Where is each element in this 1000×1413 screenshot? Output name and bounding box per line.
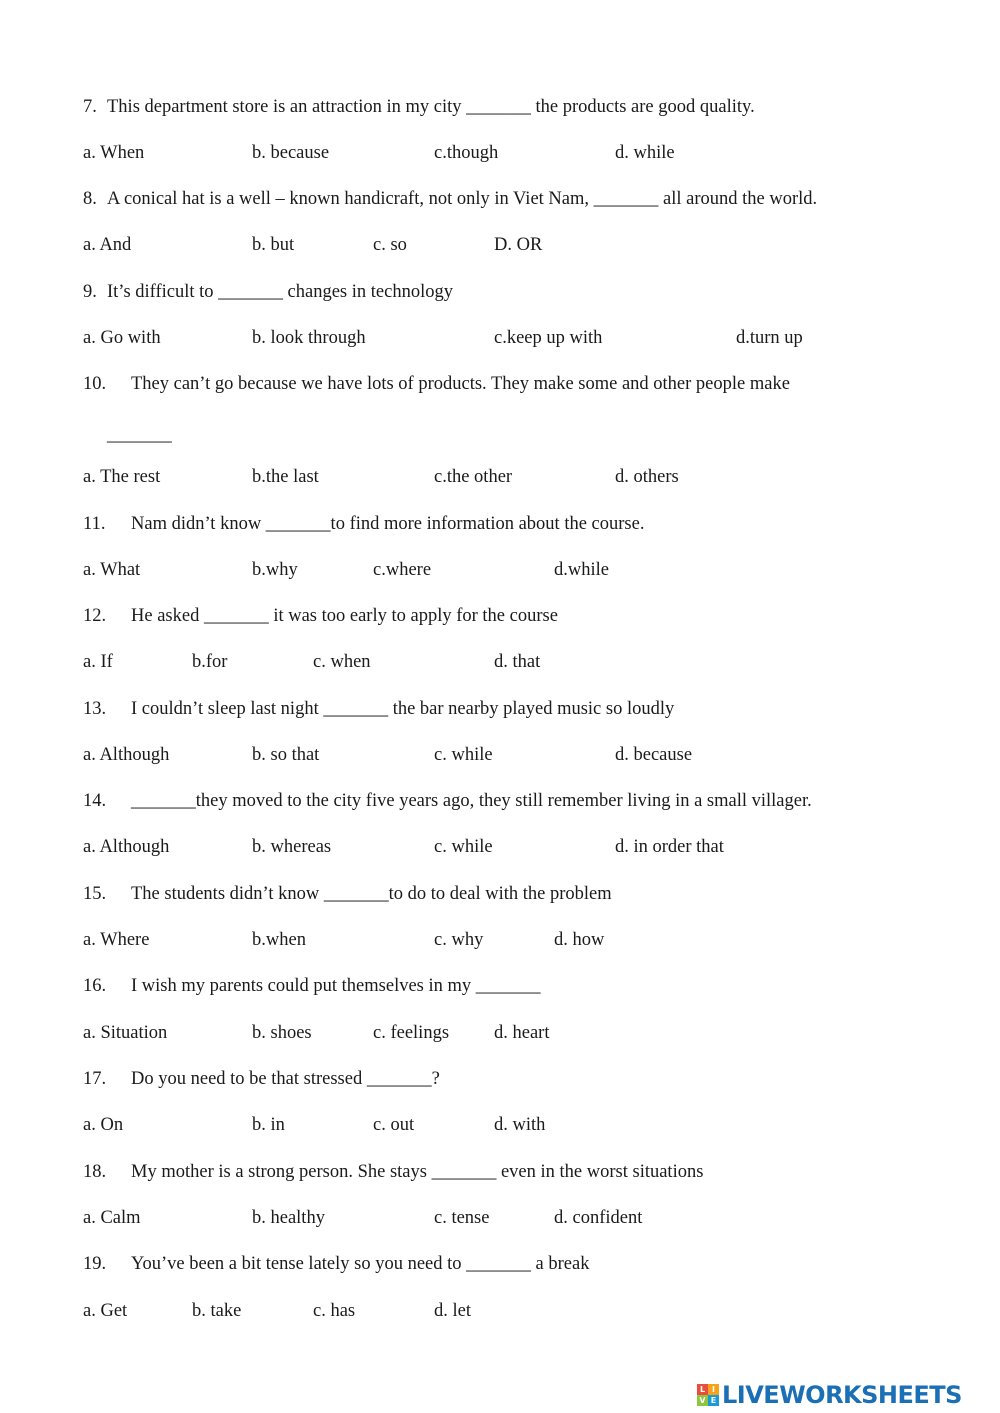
option-b[interactable]: b. because: [252, 143, 330, 163]
option-c[interactable]: c. while: [434, 745, 493, 765]
question-text: This department store is an attraction in my city _______ the products are good quality.: [107, 97, 755, 117]
option-b[interactable]: b.when: [252, 930, 306, 950]
option-d[interactable]: d. others: [615, 467, 679, 487]
option-d[interactable]: d.turn up: [736, 328, 803, 348]
option-b[interactable]: b. shoes: [252, 1023, 312, 1043]
option-d[interactable]: d. that: [494, 652, 541, 672]
option-d[interactable]: d. while: [615, 143, 675, 163]
option-c[interactable]: c. while: [434, 837, 493, 857]
option-d[interactable]: d. let: [434, 1301, 471, 1321]
question-text: I wish my parents could put themselves in my _______: [131, 976, 541, 996]
option-d[interactable]: d. confident: [554, 1208, 643, 1228]
question-number: 19.: [83, 1254, 107, 1274]
option-a[interactable]: a. If: [83, 652, 113, 672]
logo-tile-e: E: [708, 1395, 719, 1406]
option-c[interactable]: c.keep up with: [494, 328, 603, 348]
liveworksheets-logo-icon: [697, 1384, 719, 1406]
logo-tile-i: I: [708, 1384, 719, 1395]
option-c[interactable]: c.the other: [434, 467, 513, 487]
question-text: Do you need to be that stressed _______?: [131, 1069, 440, 1089]
option-a[interactable]: a. The rest: [83, 467, 161, 487]
question-number: 13.: [83, 699, 107, 719]
option-d[interactable]: d. because: [615, 745, 693, 765]
option-b[interactable]: b.for: [192, 652, 228, 672]
option-b[interactable]: b. so that: [252, 745, 320, 765]
question-text: I couldn’t sleep last night _______ the bar nearby played music so loudly: [131, 699, 675, 719]
option-c[interactable]: c. out: [373, 1115, 415, 1135]
option-a[interactable]: a. Go with: [83, 328, 161, 348]
liveworksheets-logo-text: LIVEWORKSHEETS: [722, 1381, 962, 1409]
question-number: 16.: [83, 976, 107, 996]
option-a[interactable]: a. Get: [83, 1301, 128, 1321]
option-c[interactable]: c. why: [434, 930, 484, 950]
question-text: _______they moved to the city five years ago, they still remember living in a small villager.: [131, 791, 812, 811]
question-number: 8.: [83, 189, 97, 209]
option-a[interactable]: a. Where: [83, 930, 150, 950]
option-b[interactable]: b.why: [252, 560, 298, 580]
option-a[interactable]: a. Situation: [83, 1023, 168, 1043]
option-c[interactable]: c. feelings: [373, 1023, 450, 1043]
question-number: 12.: [83, 606, 107, 626]
option-d[interactable]: d. with: [494, 1115, 546, 1135]
option-a[interactable]: a. On: [83, 1115, 124, 1135]
question-number: 7.: [83, 97, 97, 117]
question-text: A conical hat is a well – known handicraft, not only in Viet Nam, _______ all around the world.: [107, 189, 818, 209]
option-c[interactable]: c. so: [373, 235, 407, 255]
option-b[interactable]: b. whereas: [252, 837, 332, 857]
option-c[interactable]: c.though: [434, 143, 499, 163]
logo-tile-l: L: [697, 1384, 708, 1395]
question-number: 17.: [83, 1069, 107, 1089]
question-number: 11.: [83, 514, 106, 534]
option-b[interactable]: b. healthy: [252, 1208, 325, 1228]
liveworksheets-logo: [697, 1380, 962, 1410]
option-a[interactable]: a. Although: [83, 837, 170, 857]
option-d[interactable]: d.while: [554, 560, 609, 580]
question-number: 18.: [83, 1162, 107, 1182]
option-a[interactable]: a. Calm: [83, 1208, 141, 1228]
question-number: 10.: [83, 374, 107, 394]
option-b[interactable]: b. in: [252, 1115, 285, 1135]
option-d[interactable]: d. how: [554, 930, 605, 950]
question-text: They can’t go because we have lots of products. They make some and other people make: [131, 374, 790, 394]
option-c[interactable]: c. when: [313, 652, 371, 672]
question-number: 9.: [83, 282, 97, 302]
option-a[interactable]: a. And: [83, 235, 132, 255]
option-a[interactable]: a. Although: [83, 745, 170, 765]
option-d[interactable]: d. in order that: [615, 837, 724, 857]
question-text: He asked _______ it was too early to apply for the course: [131, 606, 558, 626]
question-text: You’ve been a bit tense lately so you need to _______ a break: [131, 1254, 590, 1274]
option-c[interactable]: c. has: [313, 1301, 356, 1321]
question-text: It’s difficult to _______ changes in technology: [107, 282, 453, 302]
option-b[interactable]: b.the last: [252, 467, 319, 487]
answer-blank: _______: [107, 425, 172, 445]
question-number: 14.: [83, 791, 107, 811]
option-a[interactable]: a. When: [83, 143, 145, 163]
option-a[interactable]: a. What: [83, 560, 141, 580]
option-b[interactable]: b. look through: [252, 328, 366, 348]
option-b[interactable]: b. take: [192, 1301, 242, 1321]
option-d[interactable]: D. OR: [494, 235, 543, 255]
question-text: The students didn’t know _______to do to deal with the problem: [131, 884, 612, 904]
option-c[interactable]: c.where: [373, 560, 432, 580]
option-d[interactable]: d. heart: [494, 1023, 550, 1043]
question-number: 15.: [83, 884, 107, 904]
option-c[interactable]: c. tense: [434, 1208, 490, 1228]
question-text: Nam didn’t know _______to find more information about the course.: [131, 514, 645, 534]
option-b[interactable]: b. but: [252, 235, 295, 255]
logo-tile-v: V: [697, 1395, 708, 1406]
question-text: My mother is a strong person. She stays _______ even in the worst situations: [131, 1162, 704, 1182]
